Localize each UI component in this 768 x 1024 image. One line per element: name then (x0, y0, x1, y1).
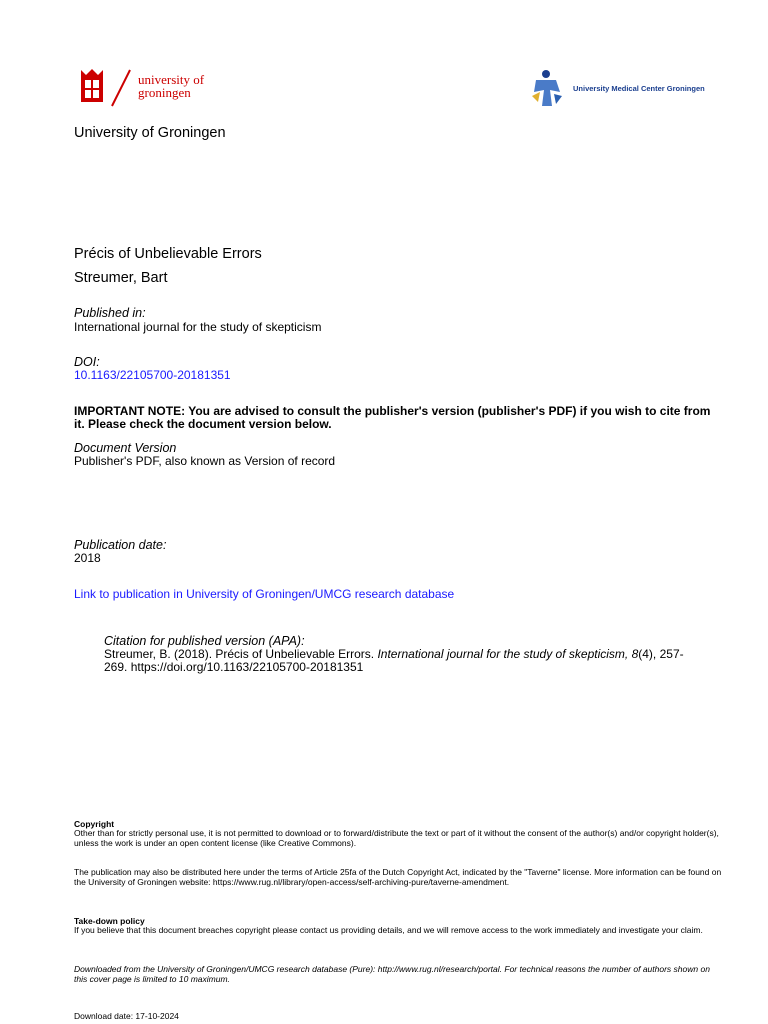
rug-logo (78, 66, 228, 110)
citation-suffix: (4), 257-269. https://doi.org/10.1163/22105700-20181351 (104, 647, 684, 674)
taverne-text: The publication may also be distributed here under the terms of Article 25fa of the Dutch Copyright Act, indicated by the "Taverne" license. More information can be found on the University of Groningen website: https://www.rug.nl/library/open-access/self-archiving-pure/taverne-amendment. (74, 867, 722, 887)
takedown-text: If you believe that this document breaches copyright please contact us providing details, and we will remove access to the work immediately and investigate your claim. (74, 925, 703, 935)
rug-logo-line1: university of (138, 72, 205, 87)
doi-link[interactable]: 10.1163/22105700-20181351 (74, 368, 231, 382)
citation-prefix: Streumer, B. (2018). Précis of Unbelievable Errors. (104, 647, 378, 661)
rug-logo-line2: groningen (138, 85, 191, 100)
umcg-logo (526, 66, 706, 110)
important-note: IMPORTANT NOTE: You are advised to consult the publisher's version (publisher's PDF) if you wish to cite from it. Please check the document version below. (74, 404, 711, 431)
takedown-heading: Take-down policy (74, 916, 145, 926)
umcg-logo-name: University Medical Center Groningen (573, 84, 705, 93)
umcg-figure-icon (526, 66, 568, 110)
copyright-text: Other than for strictly personal use, it is not permitted to download or to forward/distribute the text or part of it without the consent of the author(s) and/or copyright holder(s), unless the work is under an open content license (like Creative Commons). (74, 828, 719, 848)
database-link[interactable]: Link to publication in University of Groningen/UMCG research database (74, 587, 455, 601)
publication-title: Précis of Unbelievable Errors (74, 246, 262, 262)
copyright-heading: Copyright (74, 819, 115, 829)
publication-date-value: 2018 (74, 551, 101, 565)
citation-label: Citation for published version (APA): (104, 634, 305, 648)
institution-name: University of Groningen (74, 125, 226, 141)
rug-crest-icon (78, 66, 134, 110)
downloaded-note: Downloaded from the University of Groningen/UMCG research database (Pure): http://www.rug.nl/research/portal. For technical reasons the number of authors shown on this cover page is limited to 10 maximum. (74, 964, 710, 984)
doi-label: DOI: (74, 355, 100, 369)
citation-text (104, 648, 704, 674)
published-in-value: International journal for the study of skepticism (74, 320, 322, 334)
document-version-label: Document Version (74, 441, 177, 455)
published-in-label: Published in: (74, 306, 146, 320)
publication-date-label: Publication date: (74, 538, 167, 552)
download-date: Download date: 17-10-2024 (74, 1011, 179, 1021)
author-name: Streumer, Bart (74, 270, 168, 286)
document-version-value: Publisher's PDF, also known as Version of record (74, 454, 336, 468)
citation-journal: International journal for the study of skepticism, 8 (377, 647, 639, 661)
